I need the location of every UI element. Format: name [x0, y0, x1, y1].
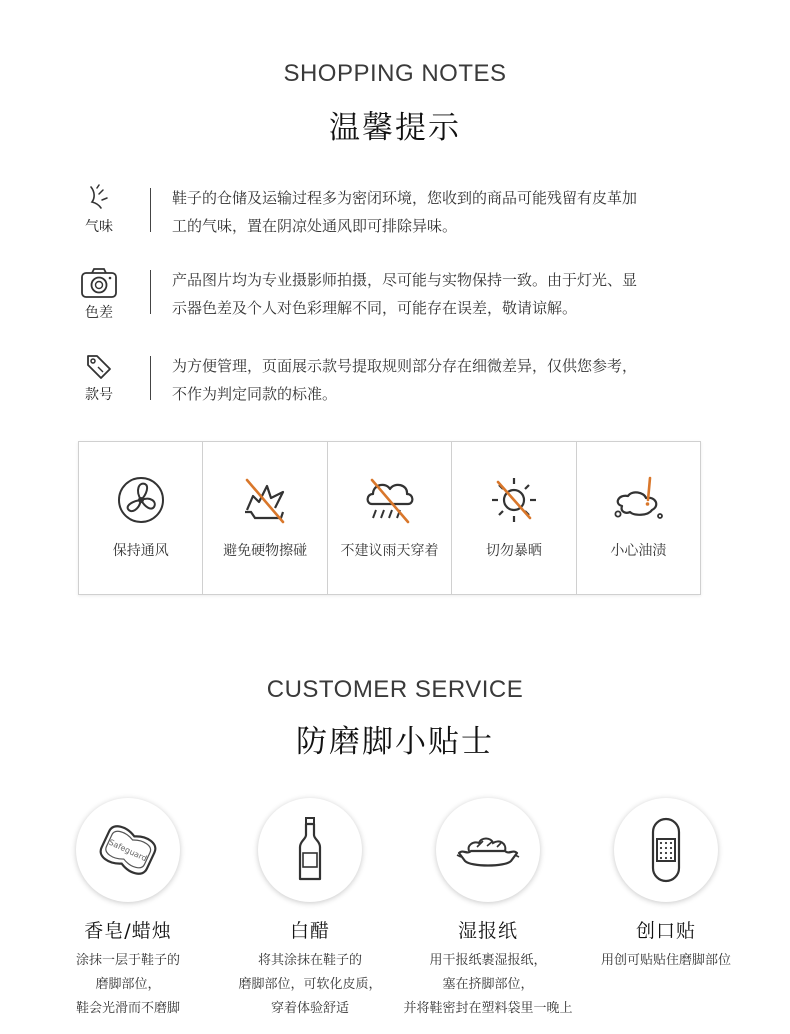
tip-icon-circle	[76, 798, 180, 902]
tip-icon-circle	[436, 798, 540, 902]
oil-stain-icon	[608, 472, 668, 528]
care-label: 避免硬物擦碰	[223, 543, 308, 559]
care-label: 小心油渍	[610, 543, 667, 559]
no-hard-object-icon	[237, 472, 293, 528]
care-item-ventilation	[79, 442, 203, 594]
camera-icon	[79, 266, 119, 300]
soap-brand-text: Safeguard	[107, 837, 149, 864]
tip-description: 用干报纸裹湿报纸， 塞在挤脚部位， 并将鞋密封在塑料袋里一晚上	[403, 953, 573, 1016]
note-smell	[70, 184, 730, 254]
tip-title: 湿报纸	[457, 920, 518, 942]
note-divider	[150, 270, 151, 314]
tip-icon-circle	[614, 798, 718, 902]
note-label: 色差	[85, 305, 113, 321]
note-divider	[150, 188, 151, 232]
tip-title: 白醋	[289, 920, 330, 942]
care-label: 不建议雨天穿着	[340, 543, 439, 559]
tip-wet-newspaper	[388, 798, 588, 1021]
nose-smell-icon	[82, 184, 116, 214]
tip-vinegar	[210, 798, 410, 1021]
note-label: 气味	[85, 219, 113, 235]
care-label: 保持通风	[112, 543, 169, 559]
vinegar-bottle-icon	[275, 815, 345, 885]
note-label: 款号	[85, 387, 113, 403]
bandage-icon	[631, 815, 701, 885]
customer-service-heading-en: CUSTOMER SERVICE	[266, 676, 524, 703]
tip-title: 香皂/蜡烛	[84, 920, 172, 942]
no-rain-icon	[360, 472, 420, 528]
note-style-number	[70, 352, 730, 422]
customer-service-heading-zh: 防磨脚小贴士	[296, 724, 494, 760]
note-text: 鞋子的仓储及运输过程多为密闭环境，您收到的商品可能残留有皮革加 工的气味，置在阴凉处通风即可排除异味。	[172, 189, 638, 235]
note-text: 为方便管理，页面展示款号提取规则部分存在细微差异，仅供您参考， 不作为判定同款的标准。	[172, 357, 638, 403]
care-item-avoid-hard-objects	[203, 442, 327, 594]
care-item-no-sun	[452, 442, 576, 594]
care-item-oil-stain	[577, 442, 700, 594]
tip-description: 将其涂抹在鞋子的 磨脚部位，可软化皮质， 穿着体验舒适	[238, 953, 382, 1016]
note-text: 产品图片均为专业摄影师拍摄，尽可能与实物保持一致。由于灯光、显 示器色差及个人对色彩理解不同，可能存在误差，敬请谅解。	[172, 271, 638, 317]
shopping-notes-heading-zh: 温馨提示	[329, 110, 461, 146]
wet-paper-icon	[453, 815, 523, 885]
tip-title: 创口贴	[635, 920, 696, 942]
care-instructions-grid	[78, 441, 701, 595]
tip-icon-circle	[258, 798, 362, 902]
care-item-no-rain	[328, 442, 452, 594]
note-divider	[150, 356, 151, 400]
note-color	[70, 266, 730, 336]
fan-icon	[113, 472, 169, 528]
care-label: 切勿暴晒	[485, 543, 542, 559]
tip-bandage	[566, 798, 766, 973]
shopping-notes-heading-en: SHOPPING NOTES	[283, 60, 507, 87]
tip-description: 涂抹一层于鞋子的 磨脚部位， 鞋会光滑而不磨脚	[75, 953, 180, 1016]
soap-icon	[93, 815, 163, 885]
tip-description: 用创可贴贴住磨脚部位	[600, 953, 731, 968]
tip-soap-candle	[28, 798, 228, 1021]
no-sun-icon	[486, 472, 542, 528]
price-tag-icon	[82, 352, 116, 382]
